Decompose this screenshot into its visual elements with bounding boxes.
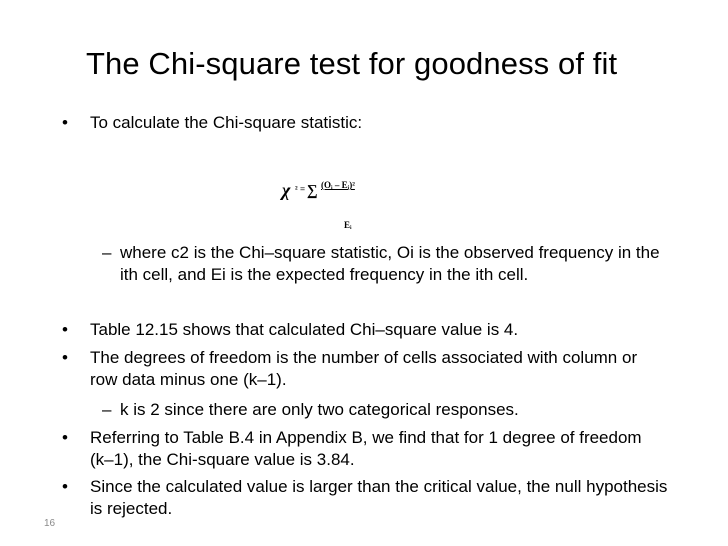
formula-equals: ² = <box>295 184 306 194</box>
bullet-text: Referring to Table B.4 in Appendix B, we find that for 1 degree of freedom (k–1), the Chi-square value is 3.84. <box>90 428 642 469</box>
chi-symbol: χ <box>282 180 291 200</box>
chi-square-formula <box>282 180 402 240</box>
sub-bullet-text: where c2 is the Chi–square statistic, Oi is the observed frequency in the ith cell, and Ei is the expected frequency in the ith cell. <box>120 243 660 284</box>
bullet-dot: • <box>62 428 68 447</box>
bullet-text: To calculate the Chi-square statistic: <box>90 113 363 132</box>
bullet-dot: • <box>62 477 68 496</box>
sigma-symbol: ∑ <box>307 183 318 199</box>
bullet-text: The degrees of freedom is the number of cells associated with column or row data minus one (k–1). <box>90 348 638 389</box>
bullet-text: Since the calculated value is larger than the critical value, the null hypothesis is rejected. <box>90 477 668 518</box>
bullet-text: Table 12.15 shows that calculated Chi–square value is 4. <box>90 320 519 339</box>
sub-bullet-dash: – <box>102 400 112 419</box>
slide-title: The Chi-square test for goodness of fit <box>86 46 618 81</box>
sub-bullet-dash: – <box>102 243 112 262</box>
sub-bullet-text: k is 2 since there are only two categorical responses. <box>120 400 519 419</box>
formula-numerator: (Oᵢ – Eᵢ)² <box>321 180 355 190</box>
bullet-dot: • <box>62 113 68 132</box>
page-number: 16 <box>44 518 56 529</box>
bullet-dot: • <box>62 320 68 339</box>
bullet-dot: • <box>62 348 68 367</box>
formula-denominator: Eᵢ <box>344 220 352 230</box>
